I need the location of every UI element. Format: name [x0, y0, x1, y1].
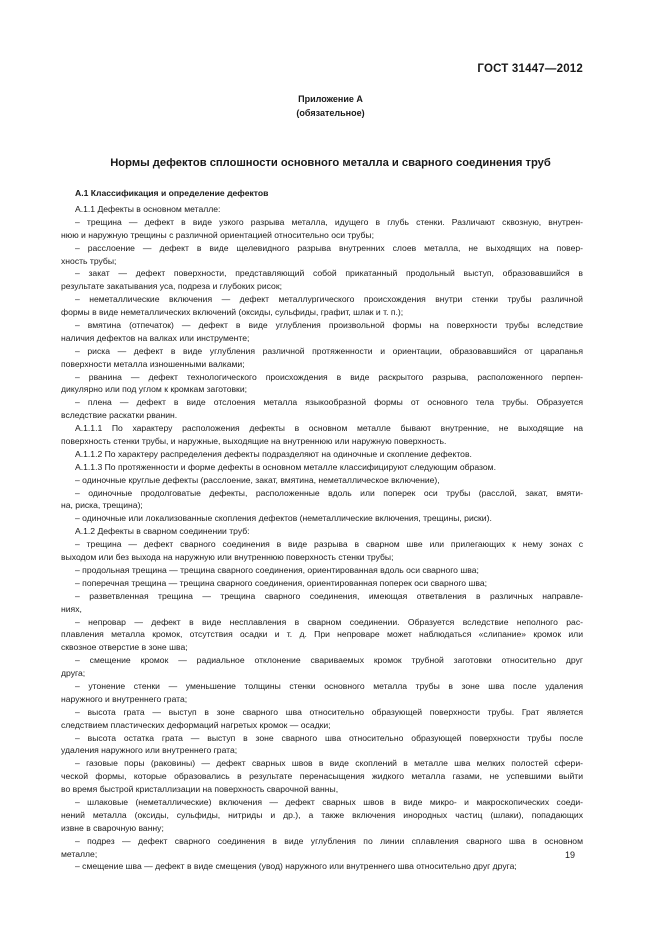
text-line: – газовые поры (раковины) — дефект сварных швов в виде скоплений в металле шва мелких полостей сфери- [75, 758, 583, 769]
text-line: извне в сварочную ванну; [61, 822, 164, 833]
text-line: наружного и внутреннего грата; [61, 693, 188, 704]
text-line: – шлаковые (неметаллические) включения — дефект сварных швов в виде микро- и макроскопических соеди- [75, 796, 583, 807]
text-line: – непровар — дефект в виде несплавления в сварном соединении. Образуется вследствие неполного рас- [75, 616, 583, 627]
text-line: плавления металла кромок, отсутствия осадки и т. д. При непроваре может наблюдаться «слипание» кромок или [61, 629, 583, 640]
text-line: – высота остатка грата — выступ в зоне сварного шва относительно образующей поверхности трубы после [75, 732, 583, 743]
text-line: выходом или без выхода на наружную или внутреннюю поверхность стенки трубы; [61, 552, 394, 563]
text-line: – неметаллические включения — дефект металлургического происхождения внутри стенки трубы различной [75, 294, 583, 305]
text-line: А.1.2 Дефекты в сварном соединении труб: [75, 526, 250, 537]
text-line: сквозное отверстие в зоне шва; [61, 642, 188, 653]
text-line: – подрез — дефект сварного соединения в виде углубления по линии сплавления сварного шва в основном [75, 835, 583, 846]
text-line: – трещина — дефект в виде узкого разрыва металла, идущего в глубь стенки. Различают сквозную, внутрен- [75, 216, 583, 227]
text-line: А.1.1.2 По характеру распределения дефекты подразделяют на одиночные и скопление дефектов. [75, 448, 472, 459]
text-line: следствием пластических деформаций нагретых кромок — осадки; [61, 719, 331, 730]
text-line: результате закатывания уса, подреза и глубоких рисок; [61, 281, 282, 292]
body-text [61, 203, 583, 873]
text-line: удаления наружного или внутреннего грата; [61, 745, 238, 756]
text-line: – поперечная трещина — трещина сварного соединения, ориентированная поперек оси сварного шва; [75, 577, 487, 588]
text-line: – риска — дефект в виде углубления различной протяженности и ориентации, образовавшийся от царапанья [75, 345, 583, 356]
text-line: наличия дефектов на валках или инструменте; [61, 332, 250, 343]
text-line: нюю и наружную трещины с различной ориентацией относительно оси трубы; [61, 229, 374, 240]
text-line: на, риска, трещина); [61, 500, 143, 511]
text-line: – одиночные круглые дефекты (расслоение, закат, вмятина, неметаллическое включение), [75, 474, 440, 485]
text-line: формы в виде неметаллических включений (оксиды, сульфиды, графит, шлак и т. п.); [61, 307, 404, 318]
text-line: вследствие раскатки рванин. [61, 410, 178, 421]
text-line: во время быстрой кристаллизации на поверхность сварочной ванны, [61, 784, 339, 795]
text-line: – плена — дефект в виде отслоения металла языкообразной формы от основного тела трубы. Образуется [75, 397, 583, 408]
text-line: хность трубы; [61, 255, 117, 266]
text-line: – трещина — дефект сварного соединения в виде разрыва в сварном шве или прилегающих к нему зонах с [75, 539, 583, 550]
text-line: – одиночные продолговатые дефекты, расположенные вдоль или поперек оси трубы (расслой, закат, вмяти- [75, 487, 583, 498]
text-line: друга; [61, 668, 86, 679]
text-line: А.1.1.1 По характеру расположения дефекты в основном металле бывают внутренние, не выходящие на [75, 423, 583, 434]
text-line: А.1.1.3 По протяженности и форме дефекты в основном металле классифицируют следующим образом. [75, 461, 496, 472]
text-line: ниях, [61, 603, 82, 614]
text-line: поверхность стенки трубы, и наружные, выходящие на внутреннюю или наружную поверхность. [61, 436, 447, 447]
text-line: – рванина — дефект технологического происхождения в виде раскрытого разрыва, расположенного перпен- [75, 371, 583, 382]
text-line: ческой формы, которые образовались в результате перенасыщения жидкого металла газами, не успевшими выйти [61, 771, 583, 782]
text-line: поверхности металла изношенными валками; [61, 358, 245, 369]
text-line: – высота грата — выступ в зоне сварного шва относительно образующей поверхности трубы. Грат является [75, 706, 583, 717]
text-line: металле; [61, 848, 98, 859]
section-heading: А.1 Классификация и определение дефектов [75, 188, 269, 198]
text-line: – продольная трещина — трещина сварного соединения, ориентированная вдоль оси сварного шва; [75, 564, 479, 575]
text-line: – разветвленная трещина — трещина сварного соединения, имеющая ответвления в различных направле- [75, 590, 583, 601]
text-line: – закат — дефект поверхности, представляющий собой прикатанный продольный выступ, образовавшийся в [75, 268, 583, 279]
text-line: нений металла (оксиды, сульфиды, нитриды и др.), а также включения инородных частиц (шлаки), попадающих [61, 809, 583, 820]
appendix-label: Приложение А [298, 94, 363, 104]
appendix-status: (обязательное) [296, 108, 365, 118]
page-number: 19 [564, 850, 575, 860]
text-line: А.1.1 Дефекты в основном металле: [75, 204, 221, 214]
text-line: – одиночные или локализованные скопления дефектов (неметаллические включения, трещины, риски). [75, 513, 492, 524]
text-line: – вмятина (отпечаток) — дефект в виде углубления произвольной формы на поверхности трубы вследствие [75, 320, 583, 331]
text-line: – расслоение — дефект в виде щелевидного разрыва внутренних слоев металла, не выходящих на повер- [75, 242, 583, 253]
document-title: Нормы дефектов сплошности основного металла и сварного соединения труб [110, 157, 551, 169]
text-line: – смещение шва — дефект в виде смещения (увод) наружного или внутреннего шва относительно друг друга; [75, 861, 517, 872]
text-line: дикулярно или под углом к кромкам заготовки; [61, 384, 248, 395]
text-line: – смещение кромок — радиальное отклонение свариваемых кромок трубной заготовки относительно друг [75, 655, 583, 666]
standard-designation: ГОСТ 31447—2012 [477, 63, 583, 75]
text-line: – утонение стенки — уменьшение толщины стенки основного металла трубы в зоне шва после удаления [75, 680, 583, 691]
